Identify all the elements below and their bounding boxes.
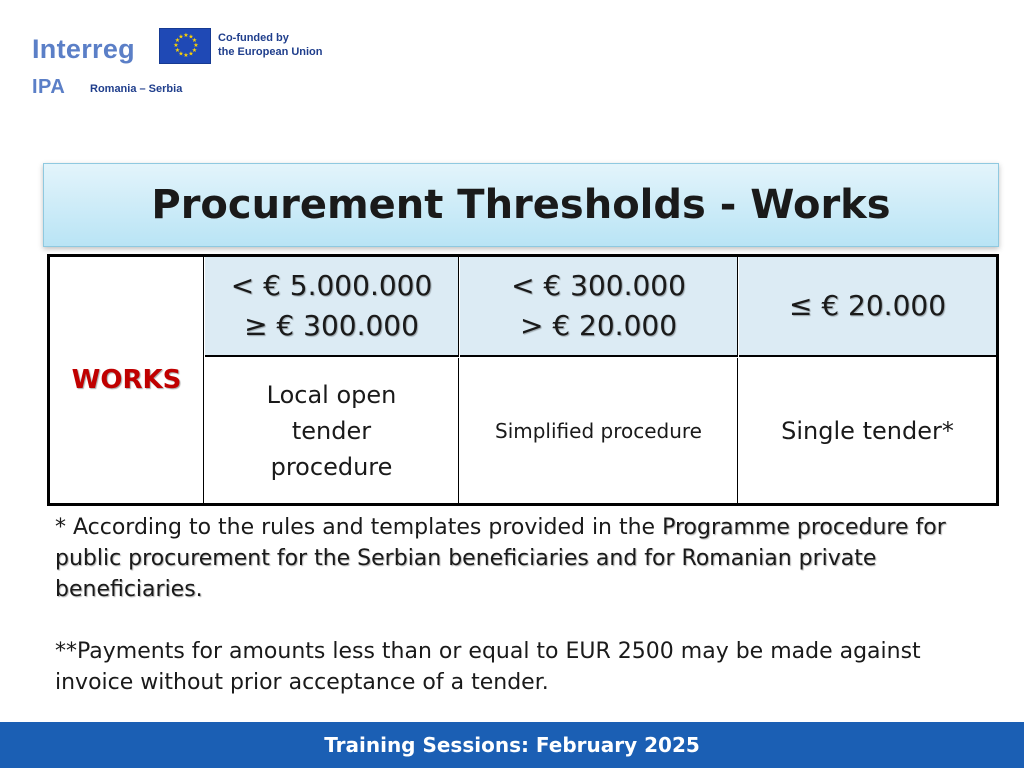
- svg-text:★: ★: [173, 42, 179, 49]
- programme-logo: [32, 28, 342, 100]
- procedure-cell-mid: Simplified procedure: [460, 358, 738, 503]
- header-cell-low: ≤ € 20.000: [739, 257, 996, 357]
- svg-text:★: ★: [178, 33, 184, 41]
- svg-text:★: ★: [191, 37, 198, 44]
- header-cell-mid: < € 300.000 > € 20.000: [460, 257, 738, 357]
- svg-text:★: ★: [183, 32, 189, 39]
- footnotes: [55, 512, 995, 698]
- footer-text: Training Sessions: February 2025: [324, 733, 700, 757]
- ipa-wordmark: IPA: [32, 76, 66, 98]
- svg-text:★: ★: [183, 52, 189, 59]
- footnote-1-highlight: Programme procedure for public procurement for the Serbian beneficiaries and for Romanian private beneficiaries.: [55, 515, 946, 602]
- title-banner: [43, 163, 999, 247]
- procedure-cell-high: Local open tender procedure: [205, 358, 459, 503]
- slide-title: Procurement Thresholds - Works: [151, 182, 891, 228]
- row-label-cell: [50, 257, 204, 503]
- interreg-wordmark: Interreg: [32, 34, 135, 64]
- cofunded-text: Co-funded by the European Union: [218, 32, 323, 58]
- svg-text:★: ★: [174, 47, 181, 54]
- footer-bar: [0, 722, 1024, 768]
- row-label: WORKS: [71, 365, 182, 395]
- procedure-cell-low: Single tender*: [781, 416, 954, 445]
- thresholds-table: [47, 254, 999, 506]
- svg-text:★: ★: [188, 50, 194, 58]
- svg-text:★: ★: [178, 50, 184, 58]
- programme-name: Romania – Serbia: [90, 83, 183, 95]
- svg-text:★: ★: [191, 47, 198, 54]
- footnote-2: **Payments for amounts less than or equal to EUR 2500 may be made against invoice without prior acceptance of a tender.: [55, 639, 921, 695]
- footnote-1: * According to the rules and templates provided in the Programme procedure for public procurement for the Serbian beneficiaries and for Romanian private beneficiaries.: [55, 515, 946, 602]
- svg-text:★: ★: [193, 42, 199, 49]
- eu-flag-icon: [159, 28, 211, 64]
- svg-text:★: ★: [188, 33, 194, 41]
- svg-text:★: ★: [174, 37, 181, 44]
- header-cell-high: < € 5.000.000 ≥ € 300.000: [205, 257, 459, 357]
